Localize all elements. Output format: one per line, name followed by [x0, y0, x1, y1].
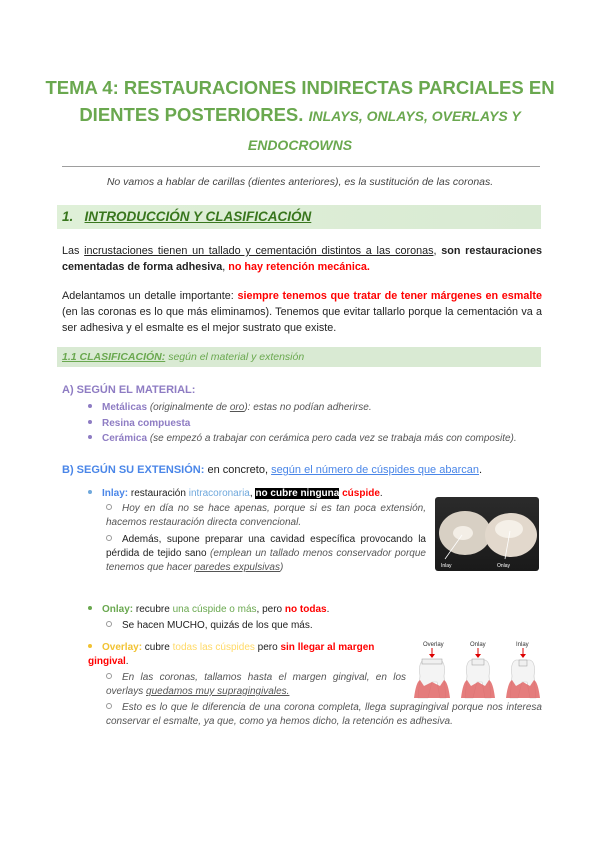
text: (en las coronas es lo que más eliminamos). Tenemos que evitar tallarlo porque la cementación va a ser adhesiva y el esmalte es el mejor sustrato que existe. — [62, 306, 542, 334]
bullet-icon — [88, 420, 92, 424]
text: son restauraciones cementadas de forma adhesiva — [62, 245, 543, 273]
page-title — [40, 74, 560, 159]
bullet-icon — [88, 606, 92, 610]
bullet-icon — [106, 621, 112, 627]
text: (originalmente de — [149, 402, 230, 413]
bullet-icon — [88, 490, 92, 494]
inlay-tooth-icon — [506, 642, 540, 698]
bullet-icon — [88, 404, 92, 408]
photo-label-onlay: Onlay — [497, 563, 511, 569]
text: Hoy en día no se hace apenas, porque si es tan poca extensión, hacemos restauración directa convencional. — [106, 503, 426, 528]
text: según el número de cúspides que abarcan — [271, 464, 479, 476]
text: una cúspide o más — [172, 604, 257, 615]
text: paredes expulsivas — [194, 562, 280, 573]
overlay-tooth-icon — [414, 642, 450, 698]
text: en concreto, — [204, 464, 272, 476]
text: . — [478, 464, 483, 476]
title-italic-1: INLAYS, ONLAYS, OVERLAYS Y — [308, 108, 521, 124]
title-italic-2: ENDOCROWNS — [247, 137, 353, 153]
text: pero — [254, 642, 281, 653]
subsection-sub: según el material y extensión — [168, 351, 305, 363]
text: Inlay: — [102, 488, 129, 499]
text: recubre — [133, 604, 173, 615]
section-number: 1. — [62, 209, 74, 224]
text: , — [249, 488, 256, 499]
text: intracoronaria — [188, 488, 250, 499]
list-item — [88, 401, 372, 415]
text: Además, supone preparar una cavidad específica provocando la pérdida de tejido sano — [106, 534, 426, 559]
tooth-label-overlay: Overlay — [423, 642, 444, 648]
text: incrustaciones tienen un tallado y cementación distintos a las coronas — [84, 245, 434, 257]
text: , — [433, 245, 442, 257]
text: . — [379, 488, 383, 499]
subsection-heading — [62, 351, 304, 363]
text: Metálicas — [102, 402, 148, 413]
list-subitem — [106, 701, 542, 729]
bullet-icon — [88, 435, 92, 439]
text: siempre tenemos que tratar de tener márgenes en esmalte — [237, 290, 543, 302]
list-subitem — [106, 671, 406, 699]
bullet-icon — [106, 535, 112, 541]
text: . — [125, 656, 129, 667]
bullet-icon — [88, 644, 92, 648]
text: Cerámica — [102, 433, 148, 444]
text: cubre — [142, 642, 173, 653]
text: . — [326, 604, 330, 615]
section-heading — [62, 209, 311, 224]
tooth-label-inlay: Inlay — [516, 642, 529, 648]
section-title: INTRODUCCIÓN Y CLASIFICACIÓN — [84, 209, 312, 224]
text: (emplean un tallado menos conservador porque tenemos que hacer — [106, 548, 426, 573]
text: oro — [229, 402, 245, 413]
text: quedamos muy supragingivales. — [146, 686, 290, 697]
text: cúspide — [339, 488, 380, 499]
text: (se empezó a trabajar con cerámica pero cada vez se trabaja más con composite). — [149, 433, 517, 444]
text: no hay retención mecánica. — [228, 261, 370, 273]
text: Onlay: — [102, 604, 134, 615]
text: , — [222, 261, 229, 273]
photo-label-inlay: Inlay — [441, 563, 452, 569]
tooth-diagrams — [410, 638, 550, 700]
text: En las coronas, tallamos hasta el margen gingival, en los overlays — [106, 672, 406, 697]
text: sin llegar al margen gingival — [88, 642, 375, 667]
text: Esto es lo que le diferencia de una corona completa, llega supragingival porque nos interesa conservar el esmalte, ya que, como ya hemos dicho, la retención es adhesiva. — [106, 702, 542, 727]
onlay-tooth-icon — [461, 642, 495, 698]
paragraph-1 — [62, 243, 542, 275]
extension-heading — [62, 464, 482, 476]
text: restauración — [128, 488, 189, 499]
text: no cubre ninguna — [255, 488, 340, 499]
inlay-onlay-photo — [435, 497, 539, 571]
paragraph-2 — [62, 288, 542, 336]
text: Las — [62, 245, 85, 257]
subsection-label: 1.1 CLASIFICACIÓN: — [62, 351, 166, 363]
bullet-icon — [106, 673, 112, 679]
text: no todas — [284, 604, 327, 615]
material-heading: A) SEGÚN EL MATERIAL: — [62, 384, 196, 396]
title-main: TEMA 4: RESTAURACIONES INDIRECTAS PARCIALES EN DIENTES POSTERIORES. — [45, 77, 555, 125]
divider — [62, 166, 540, 167]
text: Overlay: — [102, 642, 143, 653]
list-item-inlay — [88, 487, 383, 501]
text: Adelantamos un detalle importante: — [62, 290, 238, 302]
tooth-label-onlay: Onlay — [470, 642, 486, 648]
list-subitem — [106, 619, 313, 633]
list-item — [88, 417, 190, 431]
list-item — [88, 432, 517, 446]
list-item-overlay — [88, 641, 406, 669]
text: B) SEGÚN SU EXTENSIÓN: — [62, 464, 205, 476]
text: todas las cúspides — [172, 642, 255, 653]
list-subitem — [106, 502, 426, 530]
text: ) — [280, 562, 284, 573]
text: ): estas no podían adherirse. — [244, 402, 372, 413]
list-subitem — [106, 533, 426, 575]
teeth-photo-illustration — [435, 497, 539, 571]
intro-note: No vamos a hablar de carillas (dientes anteriores), es la sustitución de las coronas. — [106, 176, 494, 188]
text: Resina compuesta — [102, 418, 191, 429]
text: Se hacen MUCHO, quizás de los que más. — [122, 620, 313, 631]
bullet-icon — [106, 504, 112, 510]
list-item-onlay — [88, 603, 329, 617]
text: , pero — [256, 604, 285, 615]
bullet-icon — [106, 703, 112, 709]
